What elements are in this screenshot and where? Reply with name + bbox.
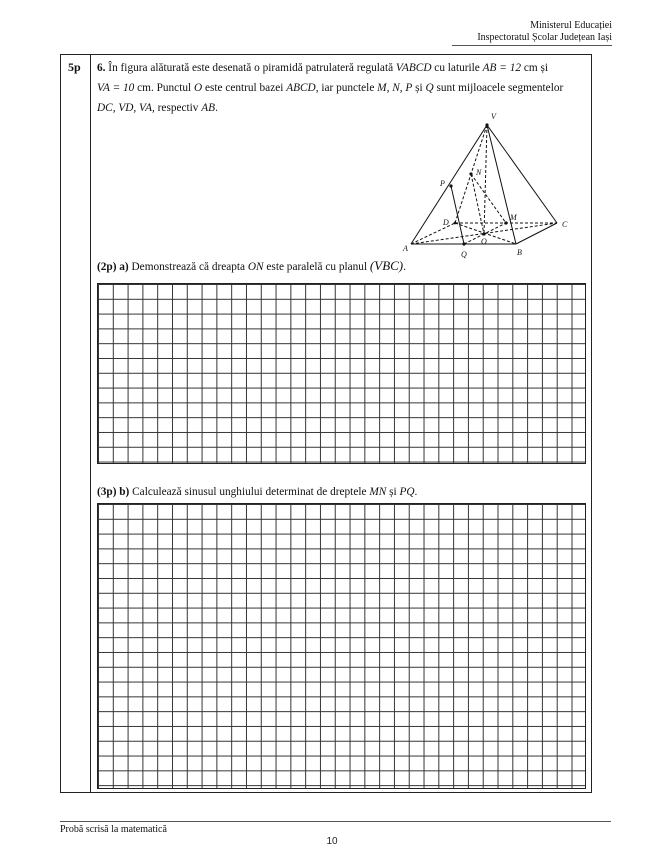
question-b xyxy=(97,486,417,498)
problem-text-6: , iar punctele xyxy=(315,82,378,94)
question-a-text-3: . xyxy=(403,261,406,273)
problem-number: 6. xyxy=(97,62,106,74)
question-b-text-2: și xyxy=(386,486,400,498)
question-a-text-2: este paralelă cu planul xyxy=(263,261,370,273)
line-mn: MN xyxy=(369,486,387,498)
problem-text-1: În figura alăturată este desenată o piramidă patrulateră regulată xyxy=(105,62,396,74)
problem-text-2: cu laturile xyxy=(431,62,483,74)
question-b-text-3: . xyxy=(414,486,418,498)
problem-points: 5p xyxy=(68,60,81,74)
ab-equation: AB = 12 xyxy=(482,62,521,74)
label-o: O xyxy=(481,237,487,246)
label-a: A xyxy=(403,244,408,253)
question-b-points: (3p) b) xyxy=(97,486,130,498)
base-name: ABCD xyxy=(286,82,316,94)
problem-text-3: cm și xyxy=(521,62,548,74)
segment-ab: AB xyxy=(201,102,216,114)
points-mnp: M, N, P xyxy=(377,82,413,94)
line-pq: PQ xyxy=(399,486,415,498)
header-ministry: Ministerul Educației xyxy=(530,20,612,31)
plane-vbc: (VBC) xyxy=(369,258,404,273)
answer-grid-a[interactable] xyxy=(97,283,586,464)
question-b-text-1: Calculează sinusul unghiului determinat de dreptele xyxy=(129,486,370,498)
point-o: O xyxy=(193,82,203,94)
header-underline xyxy=(452,45,612,46)
problem-text-7: și xyxy=(412,82,426,94)
question-a-points: (2p) a) xyxy=(97,261,129,273)
footer-rule xyxy=(60,821,611,822)
label-q: Q xyxy=(461,250,467,259)
label-p: P xyxy=(440,179,445,188)
point-q: Q xyxy=(425,82,434,94)
label-b: B xyxy=(517,248,522,257)
answer-grid-b[interactable] xyxy=(97,503,586,789)
line-on: ON xyxy=(247,261,264,273)
problem-text-8: sunt mijloacele segmentelor xyxy=(433,82,564,94)
segments-list: DC, VD, VA, xyxy=(97,102,155,114)
page-number: 10 xyxy=(326,836,338,847)
label-n: N xyxy=(476,168,482,177)
problem-statement xyxy=(97,58,587,118)
pyramid-name: VABCD xyxy=(395,62,432,74)
va-equation: VA = 10 xyxy=(97,82,135,94)
problem-text-9: respectiv xyxy=(154,102,202,114)
header-inspectorate: Inspectoratul Școlar Județean Iași xyxy=(477,32,612,43)
problem-text-4: cm. Punctul xyxy=(134,82,194,94)
label-v: V xyxy=(491,112,496,121)
problem-text-10: . xyxy=(215,102,218,114)
label-m: M xyxy=(510,213,517,222)
question-a-text-1: Demonstrează că dreapta xyxy=(128,261,248,273)
problem-text-5: este centrul bazei xyxy=(202,82,287,94)
footer-subject: Probă scrisă la matematică xyxy=(60,824,167,835)
label-d: D xyxy=(443,218,449,227)
points-column xyxy=(60,54,91,793)
label-c: C xyxy=(562,220,568,229)
question-a xyxy=(97,258,406,274)
